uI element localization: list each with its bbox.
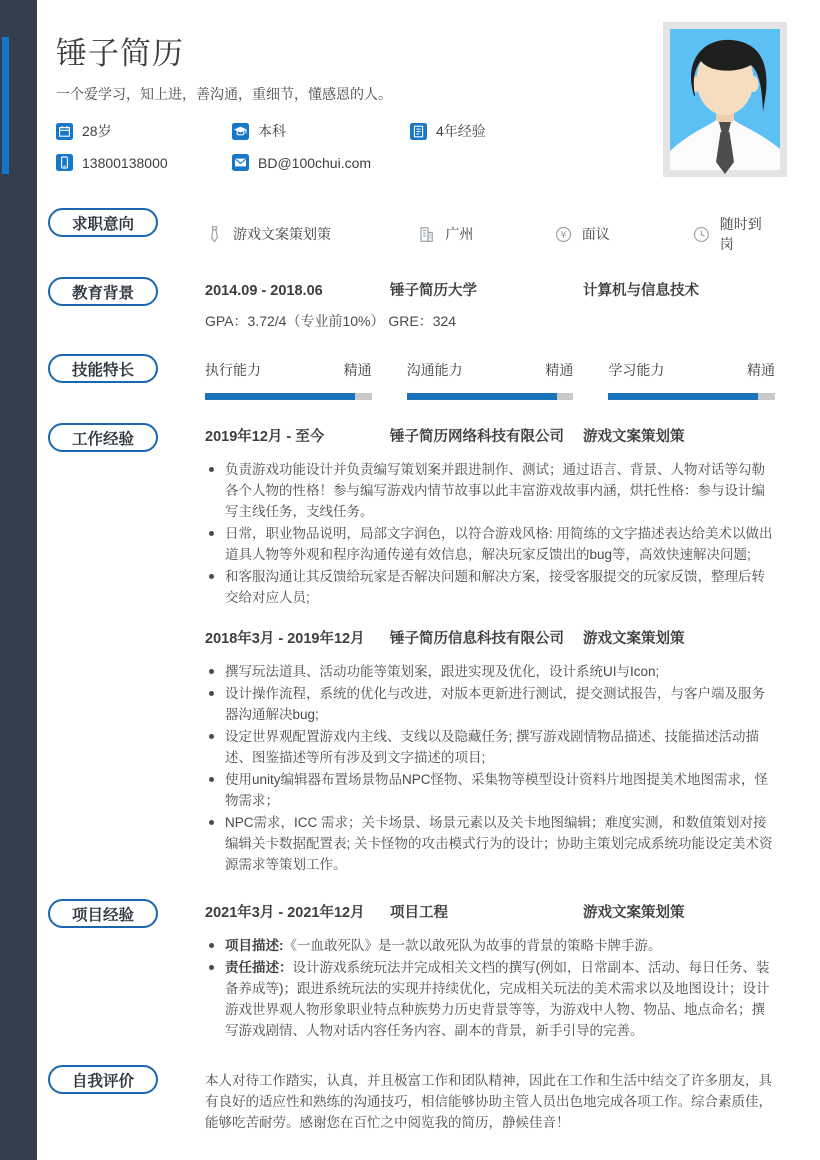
skills-body bbox=[205, 358, 775, 400]
svg-text:¥: ¥ bbox=[560, 229, 567, 241]
info-phone bbox=[56, 154, 232, 171]
section-education bbox=[48, 281, 775, 331]
section-title-education: 教育背景 bbox=[48, 277, 158, 306]
section-title-work: 工作经验 bbox=[48, 423, 158, 452]
project-body bbox=[205, 903, 775, 1042]
info-experience bbox=[410, 121, 616, 141]
section-title-skills: 技能特长 bbox=[48, 354, 158, 383]
work-entry-head bbox=[205, 629, 775, 650]
project-entry bbox=[205, 903, 775, 1041]
experience-icon bbox=[410, 123, 427, 140]
project-bullet-label: 责任描述： bbox=[225, 960, 293, 976]
skills-row bbox=[205, 360, 775, 400]
objective-position-text: 游戏文案策划策 bbox=[233, 226, 331, 242]
skill-bar-fill bbox=[407, 393, 557, 400]
self-evaluation-text: 本人对待工作踏实，认真，并且极富工作和团队精神，因此在工作和生活中结交了许多朋友，具有良好的适应性和熟练的沟通技巧，相信能够协助主管人员出色地完成各项工作。综合素质佳，能够吃苦耐劳。感谢您在百忙之中阅览我的简历，静候佳音！ bbox=[205, 1073, 772, 1131]
project-bullet bbox=[205, 935, 775, 956]
work-period: 2019年12月 - 至今 bbox=[205, 429, 325, 446]
header bbox=[56, 28, 775, 171]
skill-item bbox=[205, 360, 372, 400]
work-company: 锤子简历信息科技有限公司 bbox=[390, 631, 564, 648]
work-bullet: 设计操作流程，系统的优化与改进，对版本更新进行测试，提交测试报告，与客户端及服务器沟通解决bug; bbox=[205, 683, 775, 725]
work-bullet-list bbox=[205, 661, 775, 875]
tie-icon bbox=[205, 225, 224, 244]
project-bullet-text: 设计游戏系统玩法并完成相关文档的撰写(例如，日常副本、活动、每日任务、装备养成等)；跟进系统玩法的实现并持续优化，完成相关玩法的美术需求以及地图设计；设计游戏世界观人物形象职业特点种族势力历史背景等等，为游戏中人物、物品、地点命名；撰写游戏剧情、人物对话内容任务内容、副本的背景，新手引导的完善。 bbox=[225, 960, 770, 1039]
work-bullet: 设定世界观配置游戏内主线、支线以及隐藏任务; 撰写游戏剧情物品描述、技能描述活动描述、图鉴描述等所有涉及到文字描述的项目; bbox=[205, 726, 775, 768]
education-detail: GPA：3.72/4（专业前10%） GRE：324 bbox=[205, 313, 457, 330]
work-entry-1 bbox=[205, 427, 775, 608]
project-bullet-text: 《一血敢死队》是一款以敢死队为故事的背景的策略卡牌手游。 bbox=[283, 938, 662, 954]
section-skills bbox=[48, 358, 775, 400]
skill-bar bbox=[608, 393, 775, 400]
building-icon bbox=[417, 225, 436, 244]
work-bullet: 负责游戏功能设计并负责编写策划案并跟进制作、测试；通过语言、背景、人物对话等勾勒各个人物的性格！参与编写游戏内情节故事以此丰富游戏故事内涵，烘托性格：参与设计编写主线任务，支线任务。 bbox=[205, 459, 775, 522]
basic-info-grid bbox=[56, 121, 616, 171]
objective-body bbox=[205, 212, 775, 254]
section-objective bbox=[48, 212, 775, 254]
info-phone-text: 13800138000 bbox=[82, 154, 168, 171]
avatar bbox=[663, 22, 787, 177]
education-school: 锤子简历大学 bbox=[390, 283, 477, 299]
objective-city-text: 广州 bbox=[445, 226, 474, 242]
info-age-text: 28岁 bbox=[82, 123, 112, 139]
education-major: 计算机与信息技术 bbox=[583, 283, 699, 299]
skill-level: 精通 bbox=[343, 362, 372, 379]
skill-level: 精通 bbox=[747, 362, 776, 379]
info-email-text: BD@100chui.com bbox=[258, 154, 372, 171]
skill-bar-fill bbox=[608, 393, 758, 400]
objective-city bbox=[417, 224, 553, 244]
section-title-self-evaluation: 自我评价 bbox=[48, 1065, 158, 1094]
objective-salary bbox=[554, 224, 692, 244]
info-email bbox=[232, 154, 410, 171]
section-work bbox=[48, 427, 775, 876]
skill-bar-fill bbox=[205, 393, 355, 400]
salary-icon bbox=[554, 225, 573, 244]
project-period: 2021年3月 - 2021年12月 bbox=[205, 905, 365, 922]
education-period: 2014.09 - 2018.06 bbox=[205, 283, 323, 299]
candidate-name: 锤子简历 bbox=[56, 36, 184, 71]
clock-icon bbox=[692, 225, 711, 244]
project-entry-head bbox=[205, 903, 775, 924]
project-bullet-list bbox=[205, 935, 775, 1041]
project-bullet-label: 项目描述: bbox=[225, 938, 284, 954]
skill-name: 沟通能力 bbox=[406, 362, 463, 379]
skill-bar bbox=[407, 393, 574, 400]
work-bullet-list bbox=[205, 459, 775, 608]
work-entry-2 bbox=[205, 629, 775, 875]
info-degree bbox=[232, 121, 410, 141]
project-bullet bbox=[205, 957, 775, 1041]
work-entry-head bbox=[205, 427, 775, 448]
graduation-icon bbox=[232, 123, 249, 140]
education-body bbox=[205, 281, 775, 331]
objective-position bbox=[205, 224, 417, 244]
work-body bbox=[205, 427, 775, 876]
work-period: 2018年3月 - 2019年12月 bbox=[205, 631, 365, 648]
skill-name: 执行能力 bbox=[205, 362, 261, 379]
info-age bbox=[56, 121, 232, 141]
section-title-project: 项目经验 bbox=[48, 899, 158, 928]
work-bullet: 日常，职业物品说明，局部文字润色，以符合游戏风格: 用简练的文字描述表达给美术以做出道具人物等外观和程序沟通传递有效信息，解决玩家反馈出的bug等，高效快速解决问题; bbox=[205, 523, 775, 565]
section-title-objective: 求职意向 bbox=[48, 208, 158, 237]
work-bullet: 撰写玩法道具、活动功能等策划案，跟进实现及优化，设计系统UI与Icon; bbox=[205, 661, 775, 682]
section-self-evaluation bbox=[48, 1069, 775, 1133]
work-bullet: 和客服沟通让其反馈给玩家是否解决问题和解决方案，接受客服提交的玩家反馈，整理后转交给对应人员; bbox=[205, 566, 775, 608]
info-degree-text: 本科 bbox=[258, 123, 286, 139]
objective-availability bbox=[692, 214, 775, 254]
project-role: 游戏文案策划策 bbox=[583, 905, 685, 922]
work-role: 游戏文案策划策 bbox=[583, 429, 685, 446]
candidate-tagline: 一个爱学习，知上进，善沟通，重细节，懂感恩的人。 bbox=[56, 86, 392, 102]
objective-row bbox=[205, 214, 775, 254]
calendar-icon bbox=[56, 123, 73, 140]
education-entry-head bbox=[205, 281, 775, 302]
project-name: 项目工程 bbox=[390, 905, 448, 922]
info-experience-text: 4年经验 bbox=[436, 123, 486, 139]
work-role: 游戏文案策划策 bbox=[583, 631, 685, 648]
self-evaluation-body bbox=[205, 1069, 775, 1133]
mail-icon bbox=[232, 154, 249, 171]
work-bullet: NPC需求，ICC 需求；关卡场景、场景元素以及关卡地图编辑；难度实测，和数值策划对接编辑关卡数据配置表; 关卡怪物的攻击模式行为的设计；协助主策划完成系统功能设定美术资源需求等策划工作。 bbox=[205, 812, 775, 875]
skill-item bbox=[407, 360, 574, 400]
work-company: 锤子简历网络科技有限公司 bbox=[390, 429, 564, 446]
section-project bbox=[48, 903, 775, 1042]
work-bullet: 使用unity编辑器布置场景物品NPC怪物、采集物等模型设计资料片地图提美术地图需求，怪物需求； bbox=[205, 769, 775, 811]
skill-item bbox=[608, 360, 775, 400]
skill-level: 精通 bbox=[545, 362, 574, 379]
skill-bar bbox=[205, 393, 372, 400]
objective-salary-text: 面议 bbox=[581, 226, 610, 242]
phone-icon bbox=[56, 154, 73, 171]
objective-availability-text: 随时到岗 bbox=[719, 216, 762, 252]
skill-name: 学习能力 bbox=[608, 362, 665, 379]
